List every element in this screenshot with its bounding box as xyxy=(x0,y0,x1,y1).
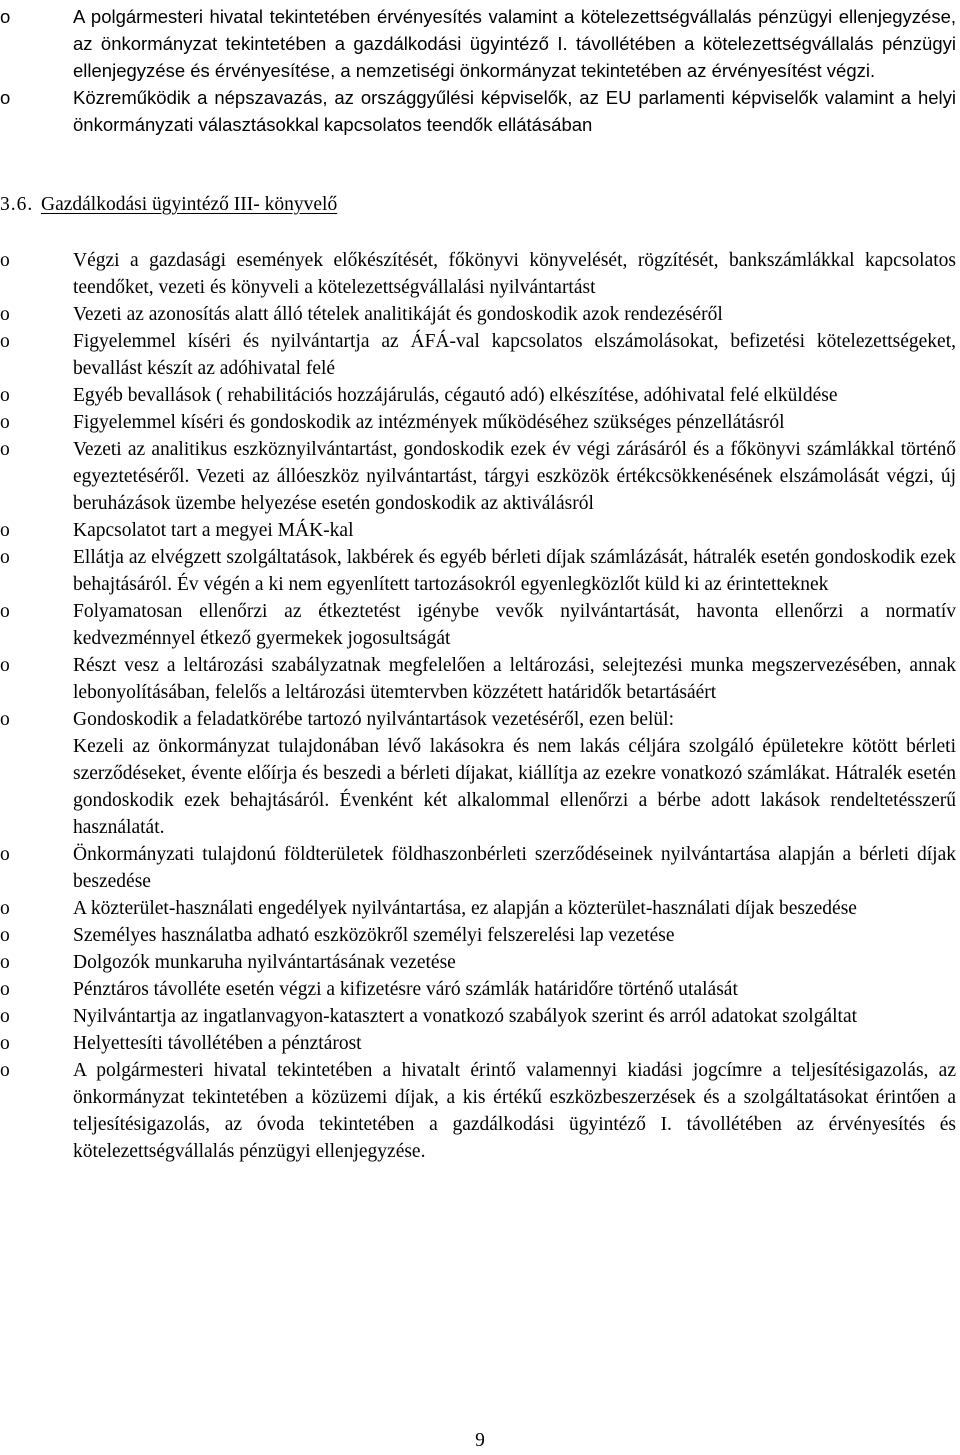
bullet-marker: o xyxy=(0,87,11,108)
list-item-text: Helyettesíti távollétében a pénztárost xyxy=(73,1033,362,1054)
list-item xyxy=(0,1003,960,1030)
bullet-marker: o xyxy=(0,898,10,919)
bullet-marker: o xyxy=(0,601,10,622)
list-item xyxy=(0,328,960,382)
bullet-marker: o xyxy=(0,1006,10,1027)
list-item xyxy=(0,544,960,598)
bullet-marker: o xyxy=(0,979,10,1000)
list-item-text: Személyes használatba adható eszközökről személyi felszerelési lap vezetése xyxy=(73,925,675,946)
list-item-text: Egyéb bevallások ( rehabilitációs hozzájárulás, cégautó adó) elkészítése, adóhivatal felé elküldése xyxy=(73,385,838,406)
bullet-marker: o xyxy=(0,331,10,352)
bullet-marker: o xyxy=(0,925,10,946)
section-number: 3.6. xyxy=(0,194,34,215)
list-item-text: Önkormányzati tulajdonú földterületek földhaszonbérleti szerződéseinek nyilvántartása alapján a bérleti díjak beszedése xyxy=(73,844,956,892)
bullet-marker: o xyxy=(0,952,10,973)
bullet-marker: o xyxy=(0,1060,10,1081)
list-item-text: Kapcsolatot tart a megyei MÁK-kal xyxy=(73,520,354,541)
list-item xyxy=(0,1057,960,1165)
list-item-text: Pénztáros távolléte esetén végzi a kifizetésre váró számlák határidőre történő utalását xyxy=(73,979,738,1000)
bullet-marker: o xyxy=(0,304,10,325)
list-item xyxy=(0,922,960,949)
list-item xyxy=(0,1030,960,1057)
list-item xyxy=(0,436,960,517)
bullet-marker: o xyxy=(0,250,10,271)
bullet-marker: o xyxy=(0,1033,10,1054)
list-item xyxy=(0,3,960,84)
list-item xyxy=(0,949,960,976)
list-item-text: Végzi a gazdasági események előkészítését, főkönyvi könyvelését, rögzítését, bankszámlákkal kapcsolatos teendőket, vezeti és könyveli a kötelezettségvállalási nyilvántartást xyxy=(73,250,956,298)
list-item-text: A polgármesteri hivatal tekintetében érvényesítés valamint a kötelezettségvállalás pénzügyi ellenjegyzése, az önkormányzat tekintetében a gazdálkodási ügyintéző I. távollétében a kötelezettségvállalás pénzügyi ellenjegyzése és érvényesítése, a nemzetiségi önkormányzat tekintetében az érvényesítést végzi. xyxy=(73,6,956,81)
page-number: 9 xyxy=(475,1430,485,1451)
list-item-text: A közterület-használati engedélyek nyilvántartása, ez alapján a közterület-használati díjak beszedése xyxy=(73,898,857,919)
list-item-text: Vezeti az analitikus eszköznyilvántartást, gondoskodik ezek év végi zárásáról és a főkönyvi számlákkal történő egyeztetéséről. Vezeti az állóeszköz nyilvántartást, tárgyi eszközök értékcsökkenésének elszámolását végzi, új beruházások üzembe helyezése esetén gondoskodik az aktiválásról xyxy=(73,439,956,514)
bullet-marker: o xyxy=(0,412,10,433)
bullet-marker: o xyxy=(0,439,10,460)
list-item-text: Vezeti az azonosítás alatt álló tételek analitikáját és gondoskodik azok rendezéséről xyxy=(73,304,723,325)
list-item xyxy=(0,84,960,138)
bullet-marker: o xyxy=(0,547,10,568)
list-item xyxy=(0,517,960,544)
list-item xyxy=(0,976,960,1003)
section-heading xyxy=(0,191,337,218)
list-item xyxy=(0,841,960,895)
list-item-subparagraph: Kezeli az önkormányzat tulajdonában lévő lakásokra és nem lakás céljára szolgáló épületekre kötött bérleti szerződéseket, évente előírja és beszedi a bérleti díjakat, kiállítja az ezekre vonatkozó számlákat. Hátralék esetén gondoskodik ezek behajtásáról. Évenként két alkalommal ellenőrzi a bérbe adott lakások rendeltetésszerű használatát. xyxy=(73,736,956,838)
top-bullet-list xyxy=(0,3,960,138)
list-item-text: Ellátja az elvégzett szolgáltatások, lakbérek és egyéb bérleti díjak számlázását, hátralék esetén gondoskodik ezek behajtásáról. Év végén a ki nem egyenlített tartozásokról egyenlegközlőt küld ki az érintetteknek xyxy=(73,547,956,595)
bullet-marker: o xyxy=(0,844,10,865)
bullet-marker: o xyxy=(0,709,10,730)
list-item-text: Figyelemmel kíséri és gondoskodik az intézmények működéséhez szükséges pénzellátásról xyxy=(73,412,785,433)
list-item-text: A polgármesteri hivatal tekintetében a hivatalt érintő valamennyi kiadási jogcímre a teljesítésigazolás, az önkormányzat tekintetében a közüzemi díjak, a kis értékű eszközbeszerzések és a szolgáltatásokat érintően a teljesítésigazolás, az óvoda tekintetében a gazdálkodási ügyintéző I. távollétében az érvényesítés és kötelezettségvállalás pénzügyi ellenjegyzése. xyxy=(73,1060,956,1162)
list-item-text: Folyamatosan ellenőrzi az étkeztetést igénybe vevők nyilvántartását, havonta ellenőrzi a normatív kedvezménnyel étkező gyermekek jogosultságát xyxy=(73,601,956,649)
list-item-text: Gondoskodik a feladatkörébe tartozó nyilvántartások vezetéséről, ezen belül: xyxy=(73,709,675,730)
bullet-marker: o xyxy=(0,6,11,27)
list-item-text: Figyelemmel kíséri és nyilvántartja az ÁFÁ-val kapcsolatos elszámolásokat, befizetési kötelezettségeket, bevallást készít az adóhivatal felé xyxy=(73,331,956,379)
list-item xyxy=(0,409,960,436)
list-item xyxy=(0,895,960,922)
bullet-marker: o xyxy=(0,520,10,541)
list-item xyxy=(0,247,960,301)
list-item-text: Dolgozók munkaruha nyilvántartásának vezetése xyxy=(73,952,456,973)
list-item xyxy=(0,706,960,841)
list-item xyxy=(0,598,960,652)
section-title: Gazdálkodási ügyintéző III- könyvelő xyxy=(41,194,338,215)
list-item-text: Részt vesz a leltározási szabályzatnak megfelelően a leltározási, selejtezési munka megszervezésében, annak lebonyolításában, felelős a leltározási ütemtervben közzétett határidők betartásáért xyxy=(73,655,956,703)
list-item-text: Nyilvántartja az ingatlanvagyon-katasztert a vonatkozó szabályok szerint és arról adatokat szolgáltat xyxy=(73,1006,858,1027)
list-item-text: Közreműködik a népszavazás, az országgyűlési képviselők, az EU parlamenti képviselők valamint a helyi önkormányzati választásokkal kapcsolatos teendők ellátásában xyxy=(73,87,956,135)
duties-bullet-list xyxy=(0,247,960,1165)
list-item xyxy=(0,652,960,706)
list-item xyxy=(0,301,960,328)
list-item xyxy=(0,382,960,409)
bullet-marker: o xyxy=(0,655,10,676)
bullet-marker: o xyxy=(0,385,10,406)
